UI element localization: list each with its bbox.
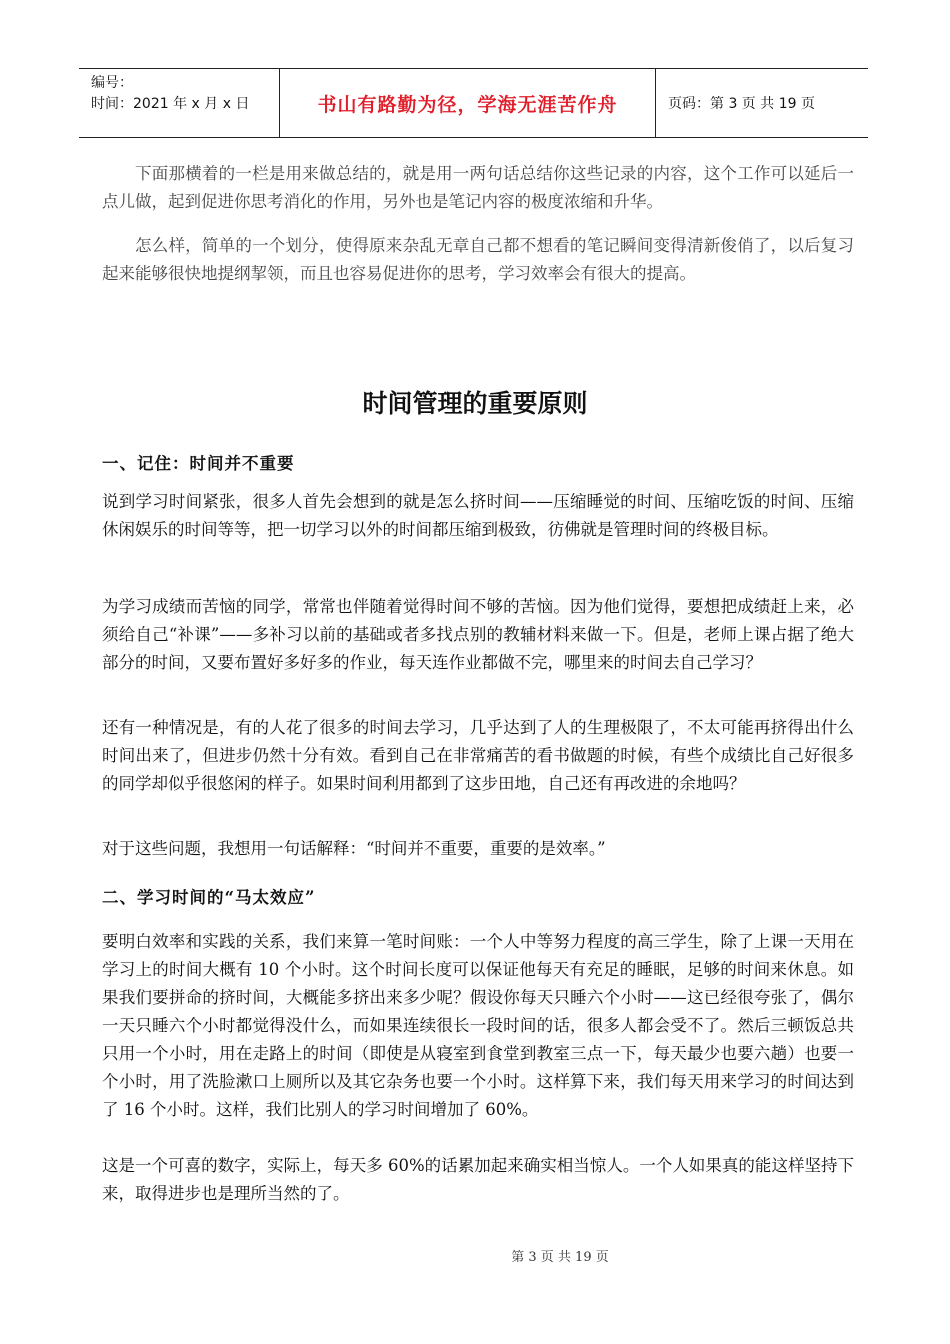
section-1-paragraph-3: 还有一种情况是，有的人花了很多的时间去学习，几乎达到了人的生理极限了，不太可能再挤得出什么时间出来了，但进步仍然十分有效。看到自己在非常痛苦的看书做题的时候，有些个成绩比自己好很多的同学却似乎很悠闲的样子。如果时间利用都到了这步田地，自己还有再改进的余地吗？ <box>102 718 854 793</box>
page-footer: 第 3 页 共 19 页 <box>511 1250 609 1265</box>
section-1-heading: 一、记住：时间并不重要 <box>102 454 295 473</box>
section-2-paragraph-2: 这是一个可喜的数字，实际上，每天多 60%的话累加起来确实相当惊人。一个人如果真的能这样坚持下来，取得进步也是理所当然的了。 <box>102 1156 854 1203</box>
page-title: 时间管理的重要原则 <box>362 389 588 418</box>
section-1-paragraph-4: 对于这些问题，我想用一句话解释：“时间并不重要，重要的是效率。” <box>102 839 606 858</box>
section-1-paragraph-1: 说到学习时间紧张，很多人首先会想到的就是怎么挤时间——压缩睡觉的时间、压缩吃饭的时间、压缩休闲娱乐的时间等等，把一切学习以外的时间都压缩到极致，彷佛就是管理时间的终极目标。 <box>102 492 854 539</box>
header-page-info <box>656 69 868 137</box>
page-info-text: 页码：第 3 页 共 19 页 <box>668 96 815 112</box>
header-motto-cell <box>280 69 656 137</box>
page-header <box>79 68 868 138</box>
document-date: 时间：2021 年 x 月 x 日 <box>91 96 250 112</box>
motto-text: 书山有路勤为径，学海无涯苦作舟 <box>317 93 618 116</box>
intro-paragraph-2: 怎么样，简单的一个划分，使得原来杂乱无章自己都不想看的笔记瞬间变得清新俊俏了，以后复习起来能够很快地提纲挈领，而且也容易促进你的思考，学习效率会有很大的提高。 <box>102 236 854 283</box>
intro-paragraph-1: 下面那横着的一栏是用来做总结的，就是用一两句话总结你这些记录的内容，这个工作可以延后一点儿做，起到促进你思考消化的作用，另外也是笔记内容的极度浓缩和升华。 <box>102 164 854 211</box>
section-1-paragraph-2: 为学习成绩而苦恼的同学，常常也伴随着觉得时间不够的苦恼。因为他们觉得，要想把成绩赶上来，必须给自己“补课”——多补习以前的基础或者多找点别的教辅材料来做一下。但是，老师上课占据了绝大部分的时间，又要布置好多好多的作业，每天连作业都做不完，哪里来的时间去自己学习？ <box>102 597 854 672</box>
header-meta <box>79 69 280 137</box>
section-2-heading: 二、学习时间的“马太效应” <box>102 888 316 907</box>
section-2-paragraph-1: 要明白效率和实践的关系，我们来算一笔时间账：一个人中等努力程度的高三学生，除了上课一天用在学习上的时间大概有 10 个小时。这个时间长度可以保证他每天有充足的睡眠，足够的时间来休息。如果我们要拼命的挤时间，大概能多挤出来多少呢？假设你每天只睡六个小时——这已经很夸张了，偶尔一天只睡六个小时都觉得没什么，而如果连续很长一段时间的话，很多人都会受不了。然后三顿饭总共只用一个小时，用在走路上的时间（即使是从寝室到食堂到教室三点一下，每天最少也要六趟）也要一个小时，用了洗脸漱口上厕所以及其它杂务也要一个小时。这样算下来，我们每天用来学习的时间达到了 16 个小时。这样，我们比别人的学习时间增加了 60%。 <box>102 932 854 1119</box>
document-number: 编号： <box>91 75 133 91</box>
